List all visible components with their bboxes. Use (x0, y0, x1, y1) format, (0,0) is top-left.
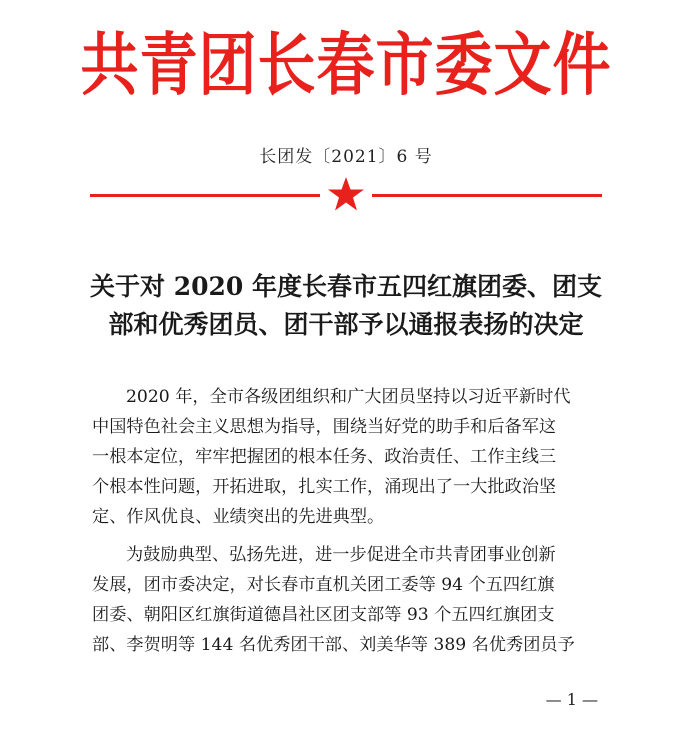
paragraph-1-line: 个根本性问题，开拓进取，扎实工作，涌现出了一大批政治坚 (92, 477, 557, 497)
paragraph-2-line: 为鼓励典型、弘扬先进，进一步促进全市共青团事业创新 (126, 545, 556, 565)
paragraph-2-line: 发展，团市委决定，对长春市直机关团工委等 94 个五四红旗 (92, 575, 555, 595)
document-number: 长团发〔2021〕6 号 (259, 147, 433, 167)
paragraph-1-line: 一根本定位，牢牢把握团的根本任务、政治责任、工作主线三 (92, 447, 557, 467)
red-star-icon (326, 174, 366, 214)
document-body (92, 382, 608, 668)
paragraph-2-line: 团委、朝阳区红旗街道德昌社区团支部等 93 个五四红旗团支 (92, 605, 555, 625)
paragraph-1-line: 定、作风优良、业绩突出的先进典型。 (92, 507, 385, 527)
paragraph-1 (92, 382, 608, 532)
document-title (60, 268, 632, 344)
red-divider-right (372, 194, 602, 197)
paragraph-1-line: 中国特色社会主义思想为指导，围绕当好党的助手和后备军这 (92, 417, 557, 437)
page-number: — 1 — (545, 690, 598, 709)
title-line-1: 关于对 2020 年度长春市五四红旗团委、团支 (90, 272, 602, 301)
paragraph-2 (92, 540, 608, 660)
paragraph-2-line: 部、李贺明等 144 名优秀团干部、刘美华等 389 名优秀团员予 (92, 635, 575, 655)
masthead-title: 共青团长春市委文件 (80, 24, 612, 105)
red-divider-left (90, 194, 320, 197)
paragraph-1-line: 2020 年，全市各级团组织和广大团员坚持以习近平新时代 (126, 387, 571, 407)
title-line-2: 部和优秀团员、团干部予以通报表扬的决定 (108, 310, 584, 339)
